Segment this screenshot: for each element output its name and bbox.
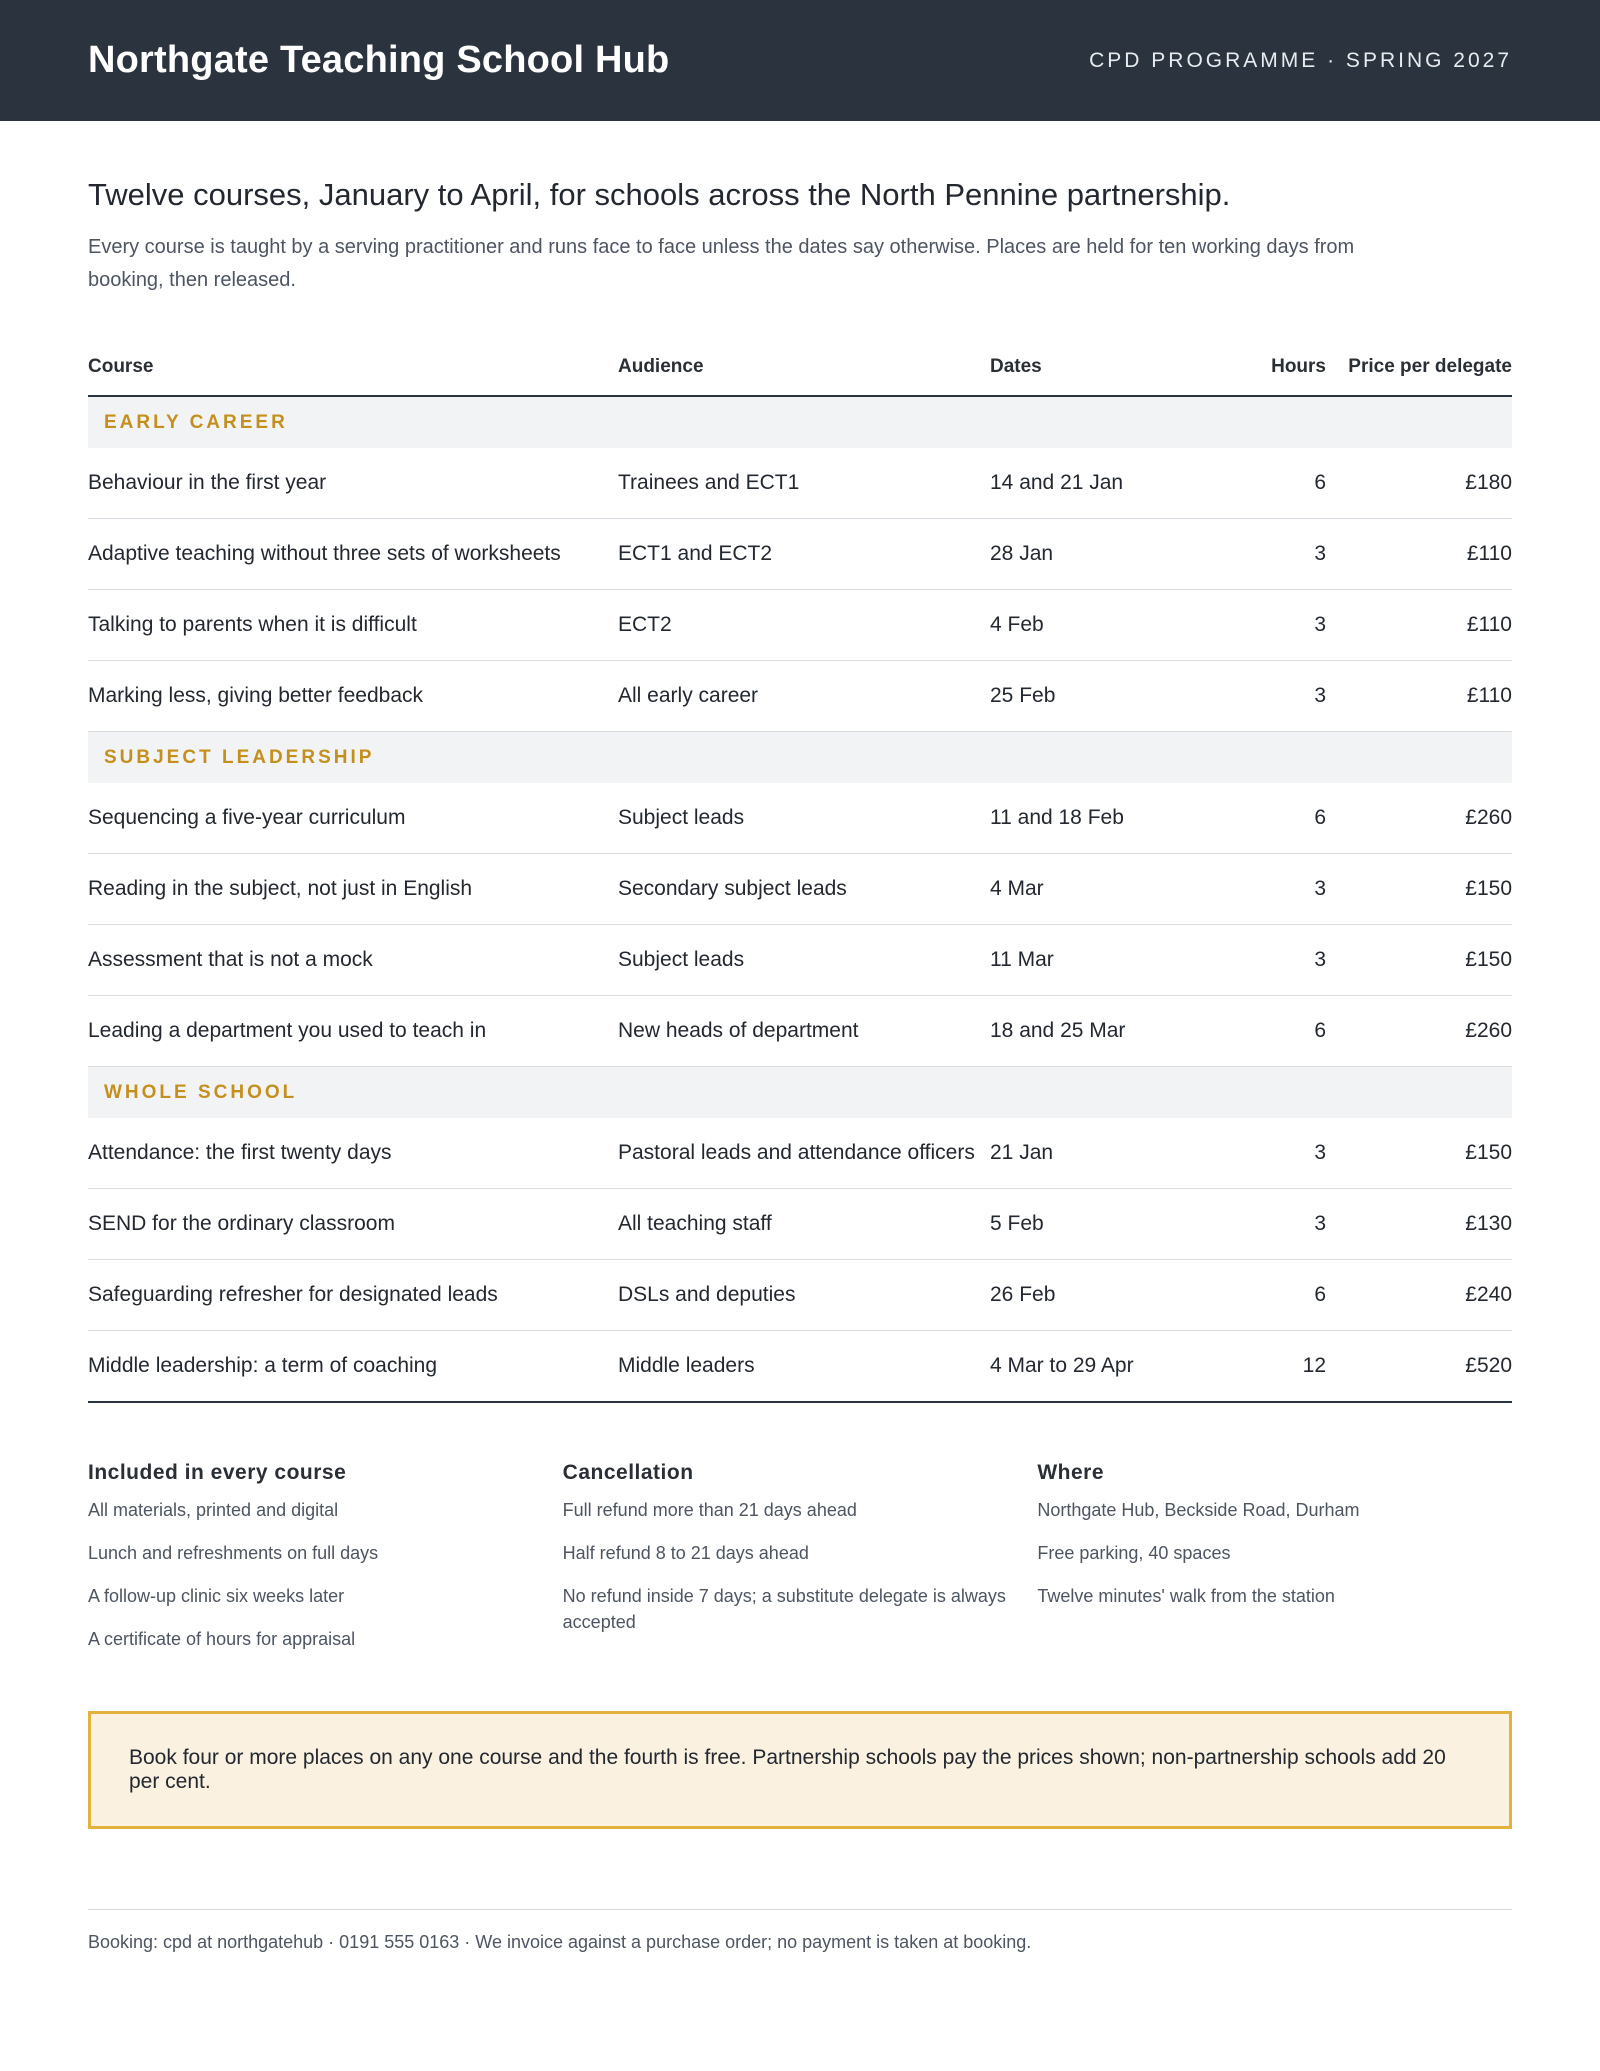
course-hours: 3 <box>1252 925 1326 996</box>
course-dates: 21 Jan <box>990 1118 1252 1189</box>
course-name: Assessment that is not a mock <box>88 925 618 996</box>
list-item: Lunch and refreshments on full days <box>88 1543 379 1563</box>
course-hours: 3 <box>1252 661 1326 732</box>
brand-title: Northgate Teaching School Hub <box>88 39 670 81</box>
course-name: Adaptive teaching without three sets of worksheets <box>88 519 618 590</box>
info-heading: Included in every course <box>88 1461 347 1484</box>
course-hours: 3 <box>1252 1118 1326 1189</box>
list-item: Half refund 8 to 21 days ahead <box>562 1543 809 1563</box>
column-header-audience: Audience <box>618 339 990 396</box>
course-audience: Pastoral leads and attendance officers <box>618 1118 990 1189</box>
table-row <box>88 854 1512 925</box>
column-header-hours: Hours <box>1252 339 1326 396</box>
course-price: £110 <box>1326 519 1512 590</box>
course-price: £260 <box>1326 996 1512 1067</box>
course-price: £110 <box>1326 661 1512 732</box>
course-hours: 6 <box>1252 996 1326 1067</box>
list-item: Full refund more than 21 days ahead <box>562 1500 857 1520</box>
list-item: Northgate Hub, Beckside Road, Durham <box>1037 1500 1360 1520</box>
info-list <box>88 1497 563 1652</box>
group-booking-offer: Book four or more places on any one course and the fourth is free. Partnership schools pay the prices shown; non-partnership schools add 20 per cent. <box>88 1711 1512 1829</box>
table-row <box>88 1331 1512 1403</box>
info-list <box>1037 1497 1512 1609</box>
section-row-subject-leadership <box>88 732 1512 784</box>
table-header-row <box>88 339 1512 396</box>
where-column <box>1037 1461 1512 1669</box>
course-dates: 4 Mar <box>990 854 1252 925</box>
course-table <box>88 339 1512 1403</box>
course-hours: 3 <box>1252 854 1326 925</box>
info-heading: Cancellation <box>562 1461 694 1484</box>
section-title: SUBJECT LEADERSHIP <box>88 732 1512 784</box>
course-name: Reading in the subject, not just in English <box>88 854 618 925</box>
column-header-price: Price per delegate <box>1326 339 1512 396</box>
course-name: Leading a department you used to teach in <box>88 996 618 1067</box>
table-row <box>88 925 1512 996</box>
course-dates: 18 and 25 Mar <box>990 996 1252 1067</box>
table-row <box>88 783 1512 854</box>
course-dates: 5 Feb <box>990 1189 1252 1260</box>
course-hours: 3 <box>1252 1189 1326 1260</box>
cancellation-column <box>563 1461 1038 1669</box>
booking-footer: Booking: cpd at northgatehub · 0191 555 0163 · We invoice against a purchase order; no payment is taken at booking. <box>88 1909 1512 1953</box>
included-column <box>88 1461 563 1669</box>
course-name: Middle leadership: a term of coaching <box>88 1331 618 1403</box>
table-row <box>88 590 1512 661</box>
section-row-whole-school <box>88 1067 1512 1119</box>
table-row <box>88 448 1512 519</box>
lead-heading: Twelve courses, January to April, for schools across the North Pennine partnership. <box>88 177 1231 212</box>
info-columns <box>88 1461 1512 1669</box>
course-hours: 6 <box>1252 783 1326 854</box>
section-title: EARLY CAREER <box>88 396 1512 448</box>
top-bar <box>0 0 1600 121</box>
course-price: £520 <box>1326 1331 1512 1403</box>
course-audience: New heads of department <box>618 996 990 1067</box>
course-audience: Secondary subject leads <box>618 854 990 925</box>
course-price: £150 <box>1326 854 1512 925</box>
list-item: A certificate of hours for appraisal <box>88 1629 356 1649</box>
column-header-dates: Dates <box>990 339 1252 396</box>
course-dates: 11 Mar <box>990 925 1252 996</box>
table-row <box>88 661 1512 732</box>
course-price: £110 <box>1326 590 1512 661</box>
course-name: SEND for the ordinary classroom <box>88 1189 618 1260</box>
course-audience: All early career <box>618 661 990 732</box>
course-price: £130 <box>1326 1189 1512 1260</box>
course-dates: 11 and 18 Feb <box>990 783 1252 854</box>
course-hours: 12 <box>1252 1331 1326 1403</box>
table-row <box>88 1260 1512 1331</box>
info-heading: Where <box>1037 1461 1105 1484</box>
intro-paragraph: Every course is taught by a serving practitioner and runs face to face unless the dates say otherwise. Places are held for ten working days from booking, then released. <box>88 236 1355 291</box>
course-hours: 3 <box>1252 590 1326 661</box>
course-hours: 3 <box>1252 519 1326 590</box>
column-header-course: Course <box>88 339 618 396</box>
course-audience: ECT2 <box>618 590 990 661</box>
course-price: £240 <box>1326 1260 1512 1331</box>
course-name: Attendance: the first twenty days <box>88 1118 618 1189</box>
course-name: Sequencing a five-year curriculum <box>88 783 618 854</box>
section-row-early-career <box>88 396 1512 448</box>
table-row <box>88 1118 1512 1189</box>
course-audience: All teaching staff <box>618 1189 990 1260</box>
course-dates: 4 Feb <box>990 590 1252 661</box>
course-name: Behaviour in the first year <box>88 448 618 519</box>
course-audience: ECT1 and ECT2 <box>618 519 990 590</box>
course-audience: Trainees and ECT1 <box>618 448 990 519</box>
section-title: WHOLE SCHOOL <box>88 1067 1512 1119</box>
course-audience: DSLs and deputies <box>618 1260 990 1331</box>
course-audience: Subject leads <box>618 783 990 854</box>
table-row <box>88 1189 1512 1260</box>
info-list <box>563 1497 1038 1635</box>
course-audience: Middle leaders <box>618 1331 990 1403</box>
list-item: All materials, printed and digital <box>88 1500 339 1520</box>
programme-term: CPD PROGRAMME · SPRING 2027 <box>1089 48 1512 72</box>
course-dates: 28 Jan <box>990 519 1252 590</box>
list-item: Free parking, 40 spaces <box>1037 1543 1231 1563</box>
course-price: £260 <box>1326 783 1512 854</box>
list-item: A follow-up clinic six weeks later <box>88 1586 345 1606</box>
course-price: £150 <box>1326 925 1512 996</box>
list-item: Twelve minutes' walk from the station <box>1037 1586 1335 1606</box>
table-row <box>88 996 1512 1067</box>
course-name: Marking less, giving better feedback <box>88 661 618 732</box>
course-dates: 14 and 21 Jan <box>990 448 1252 519</box>
course-name: Talking to parents when it is difficult <box>88 590 618 661</box>
course-name: Safeguarding refresher for designated leads <box>88 1260 618 1331</box>
course-hours: 6 <box>1252 448 1326 519</box>
course-audience: Subject leads <box>618 925 990 996</box>
course-dates: 4 Mar to 29 Apr <box>990 1331 1252 1403</box>
list-item: No refund inside 7 days; a substitute delegate is always accepted <box>562 1586 1006 1632</box>
course-dates: 26 Feb <box>990 1260 1252 1331</box>
course-price: £150 <box>1326 1118 1512 1189</box>
main-content <box>0 177 1600 1953</box>
table-row <box>88 519 1512 590</box>
course-price: £180 <box>1326 448 1512 519</box>
course-hours: 6 <box>1252 1260 1326 1331</box>
course-dates: 25 Feb <box>990 661 1252 732</box>
